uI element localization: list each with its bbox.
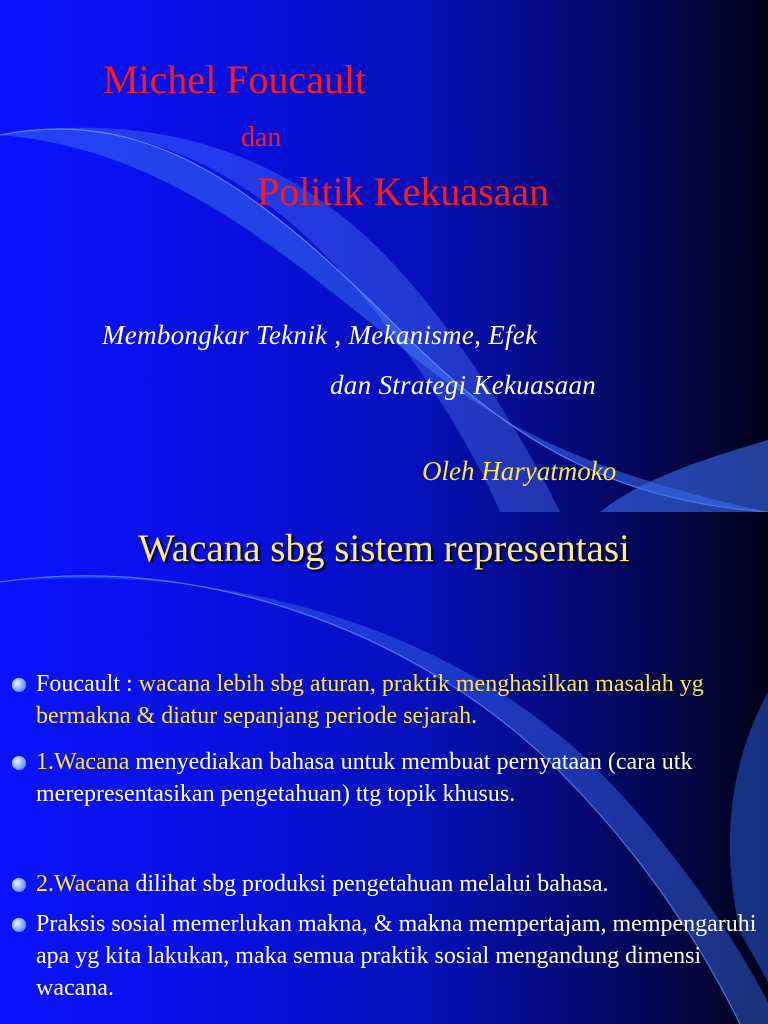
bullet-icon (12, 918, 26, 932)
bullet-text (36, 908, 766, 1004)
subtitle-line-2: dan Strategi Kekuasaan (330, 370, 597, 400)
bullet-pre: Praksis sosial memerlukan makna, & makna mempertajam, mempengaruhi apa yg kita lakukan, maka semua praktik sosial mengandung dimensi wacana. (36, 911, 757, 1001)
bullet-text (36, 868, 766, 900)
bullet-text (36, 746, 766, 810)
bullet-icon (12, 756, 26, 770)
bullet-list (0, 512, 768, 1024)
bullet-icon (12, 878, 26, 892)
bullet-text (36, 668, 766, 732)
bullet-post: menyediakan bahasa untuk membuat pernyataan (cara utk merepresentasikan pengetahuan) ttg topik khusus. (36, 749, 693, 807)
bullet-highlight: 1.Wacana (36, 749, 130, 775)
subtitle-line-1: Membongkar Teknik , Mekanisme, Efek (102, 320, 538, 350)
bullet-icon (12, 678, 26, 692)
title-line-2: dan (241, 122, 282, 153)
bullet-pre: Foucault : (36, 671, 139, 697)
author: Oleh Haryatmoko (422, 456, 617, 486)
slide-2 (0, 512, 768, 1024)
slide-title: Wacana sbg sistem representasi (138, 527, 630, 570)
title-line-3: Politik Kekuasaan (257, 169, 550, 214)
bullet-post: dilihat sbg produksi pengetahuan melalui bahasa. (129, 871, 609, 897)
bullet-highlight: wacana lebih sbg aturan, praktik menghasilkan masalah yg bermakna & diatur sepanjang periode sejarah (36, 671, 704, 729)
title-line-1: Michel Foucault (103, 57, 367, 102)
bullet-highlight: 2.Wacana (36, 871, 130, 897)
bullet-post: . (471, 703, 478, 729)
